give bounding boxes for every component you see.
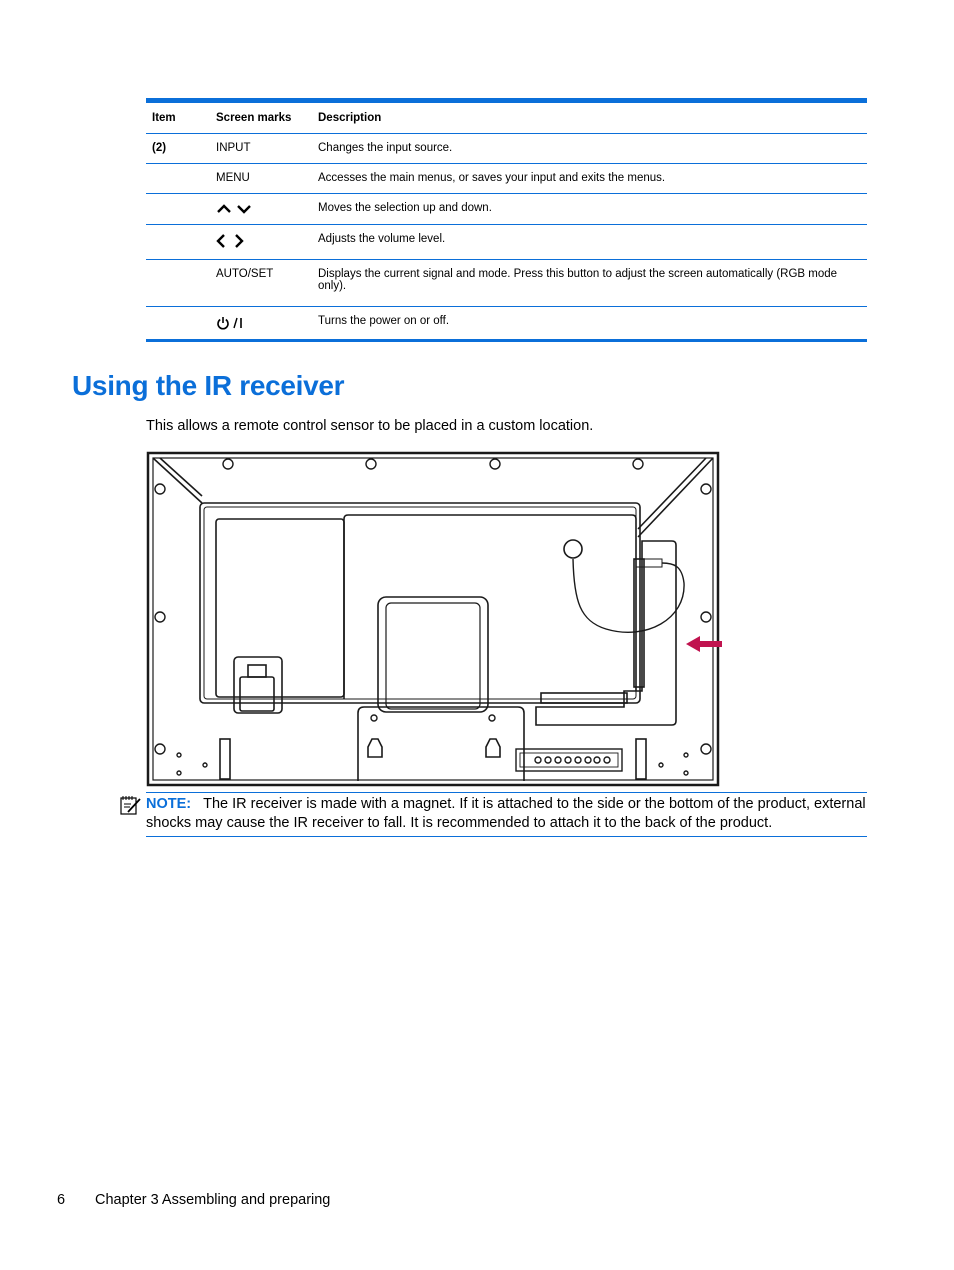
note-label: NOTE:: [146, 796, 192, 812]
header-description: Description: [318, 112, 382, 124]
row-description: Displays the current signal and mode. Press this button to adjust the screen automatically (RGB mode only).: [312, 260, 867, 307]
row-screen-mark: [210, 307, 312, 340]
table-row: [146, 164, 867, 194]
note-box: [146, 792, 867, 837]
header-item: Item: [152, 112, 176, 124]
row-description: Changes the input source.: [312, 134, 867, 164]
row-description: Adjusts the volume level.: [312, 225, 867, 260]
table-row: [146, 260, 867, 307]
row-item: [146, 260, 210, 307]
note-icon: [120, 795, 142, 815]
row-screen-mark: INPUT: [210, 134, 312, 164]
row-description: Turns the power on or off.: [312, 307, 867, 340]
up-down-arrows-icon: [216, 202, 256, 216]
row-item: [146, 164, 210, 194]
row-item: [146, 225, 210, 260]
row-item: (2): [146, 134, 210, 164]
header-screen-marks: Screen marks: [216, 112, 292, 124]
row-screen-mark: MENU: [210, 164, 312, 194]
row-description: Moves the selection up and down.: [312, 194, 867, 225]
page-number: 6: [57, 1192, 66, 1208]
page-footer: [57, 1192, 331, 1208]
row-item: [146, 194, 210, 225]
row-screen-mark: [210, 194, 312, 225]
power-on-off-icon: [216, 315, 246, 331]
monitor-back-illustration: [146, 451, 726, 789]
row-screen-mark: [210, 225, 312, 260]
row-screen-mark: AUTO/SET: [210, 260, 312, 307]
row-item: [146, 307, 210, 340]
table-row: [146, 307, 867, 340]
section-heading: Using the IR receiver: [72, 370, 345, 401]
table-row: [146, 194, 867, 225]
table-header-row: [146, 103, 867, 134]
arrow-icon: [686, 636, 722, 652]
chapter-title: Chapter 3 Assembling and preparing: [95, 1192, 331, 1208]
table-row: [146, 225, 867, 260]
screen-marks-table: [146, 98, 867, 342]
table-row: [146, 134, 867, 164]
left-right-arrows-icon: [216, 233, 248, 249]
note-text: The IR receiver is made with a magnet. If it is attached to the side or the bottom of the product, external shocks may cause the IR receiver to fall. It is recommended to attach it to the back of the product.: [146, 796, 866, 831]
section-intro: This allows a remote control sensor to be placed in a custom location.: [146, 418, 594, 434]
row-description: Accesses the main menus, or saves your input and exits the menus.: [312, 164, 867, 194]
